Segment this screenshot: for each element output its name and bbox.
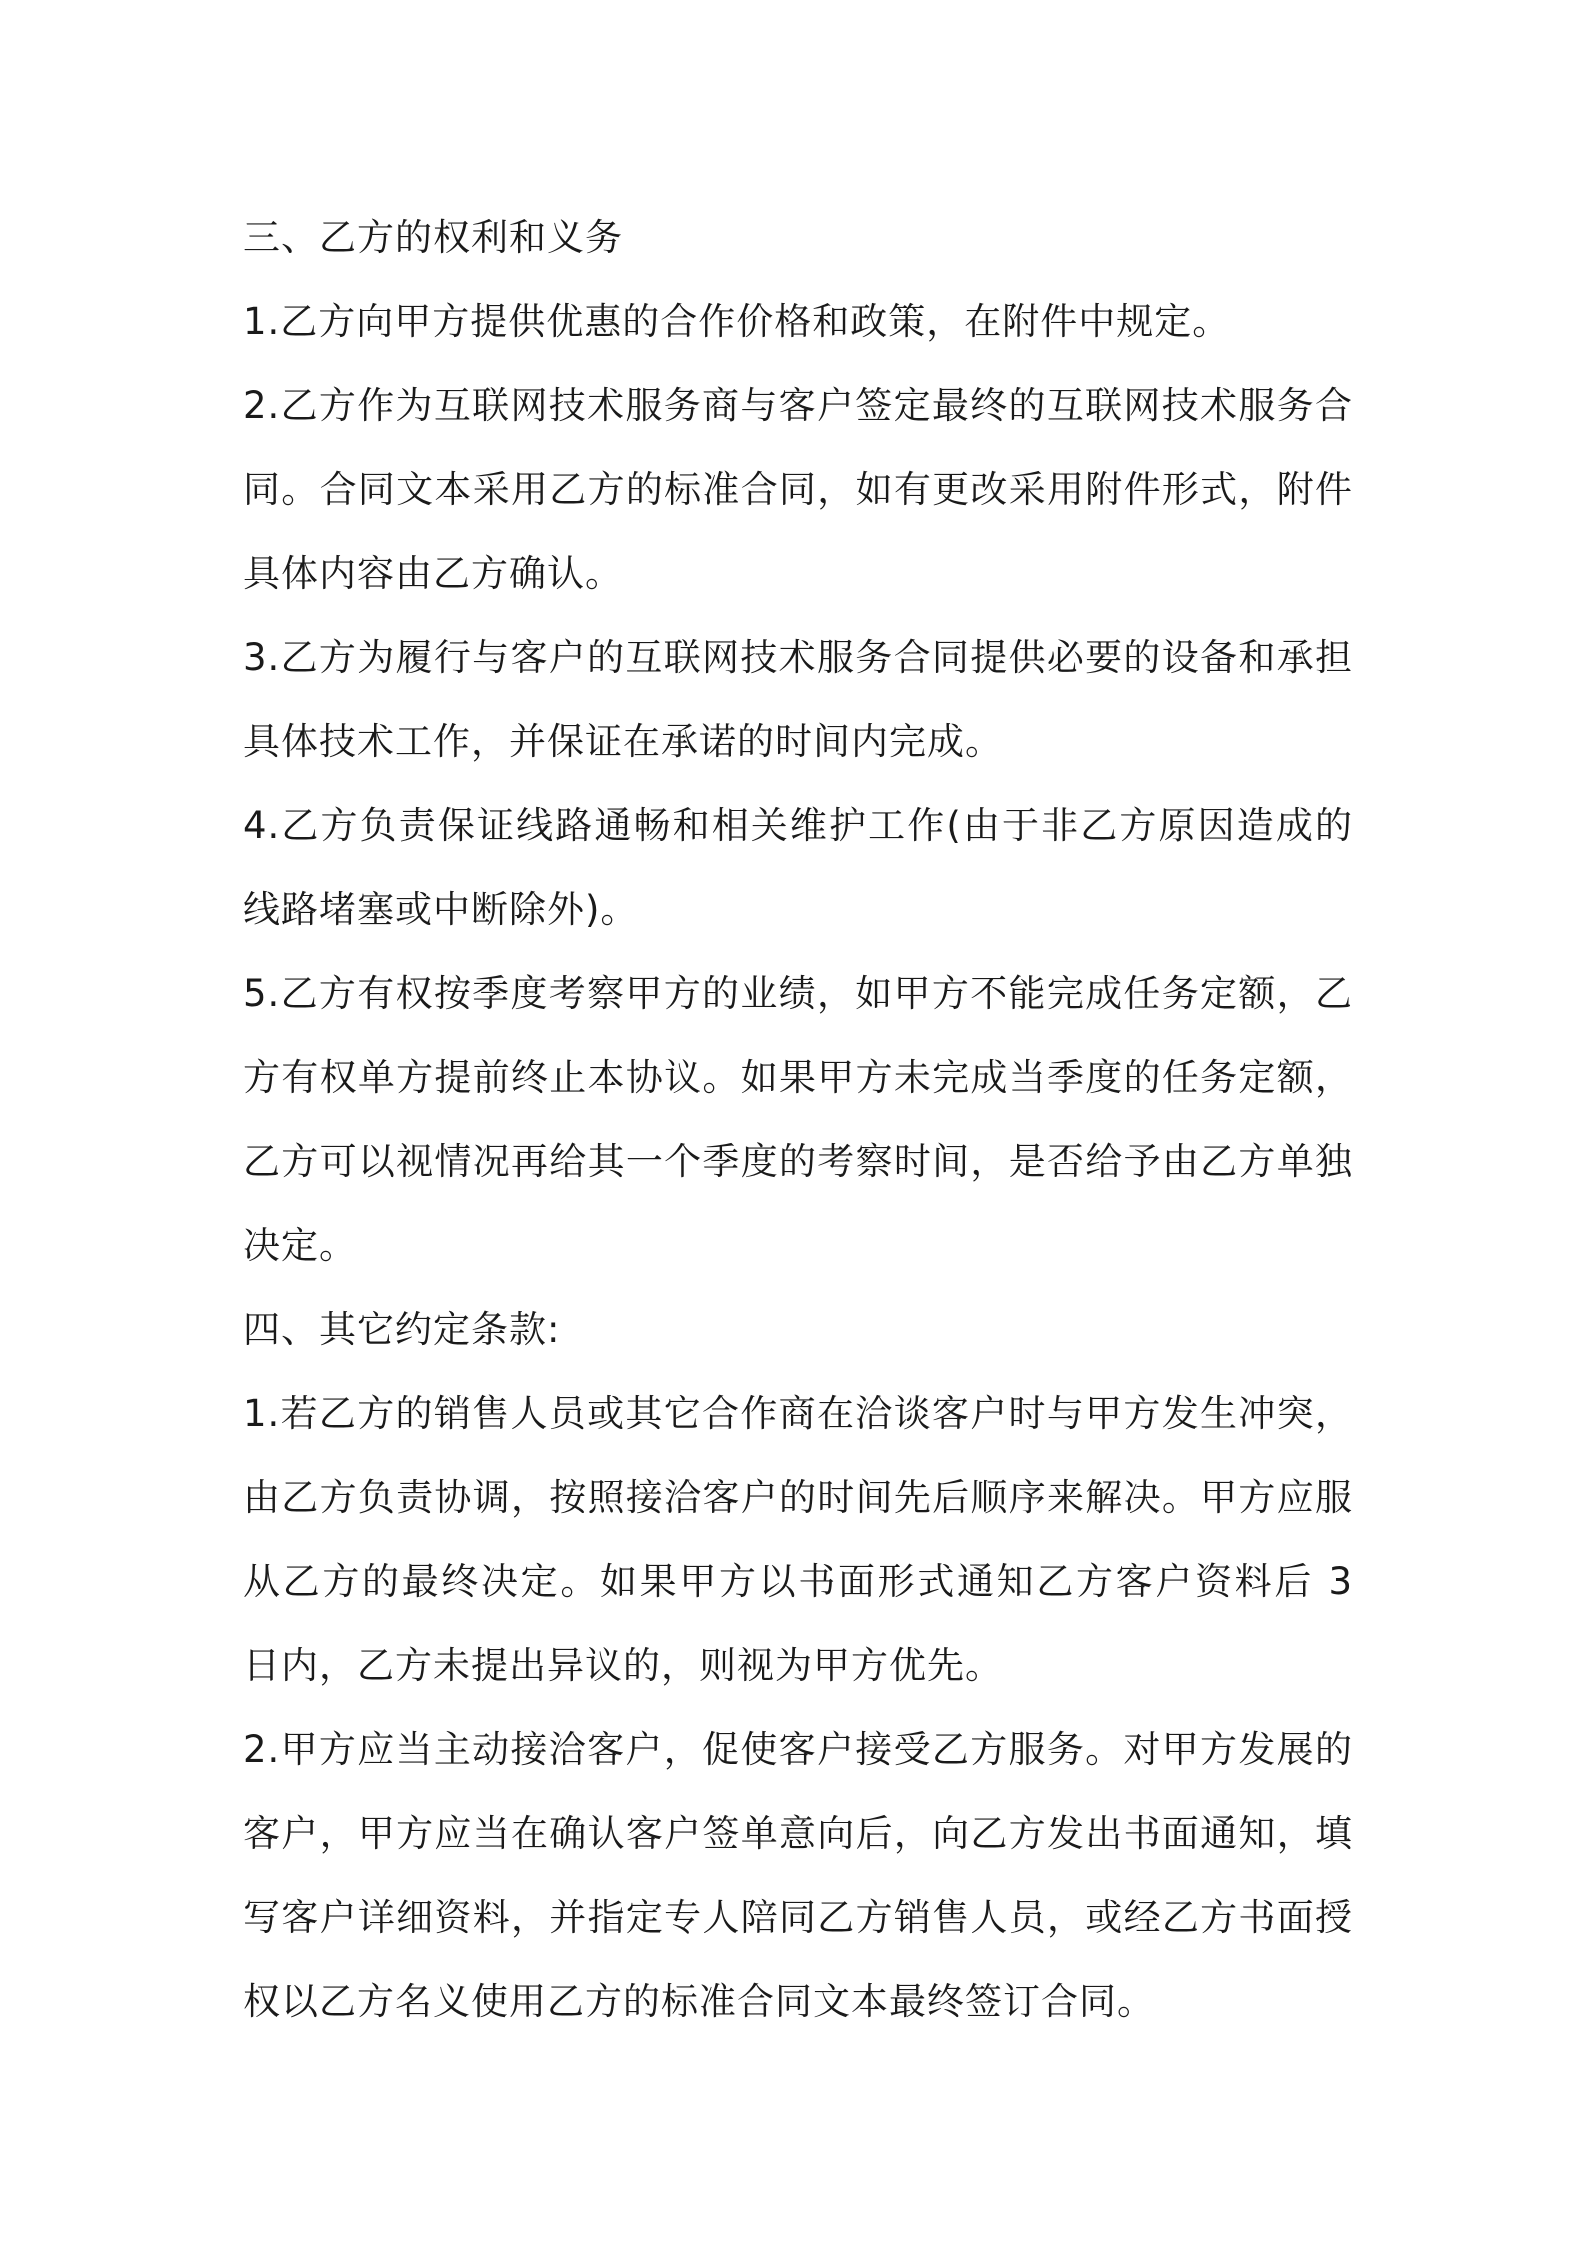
clause-paragraph: 1.若乙方的销售人员或其它合作商在洽谈客户时与甲方发生冲突，由乙方负责协调，按照接洽客户的时间先后顺序来解决。甲方应服从乙方的最终决定。如果甲方以书面形式通知乙方客户资料后 3 日内，乙方未提出异议的，则视为甲方优先。: [243, 1392, 1353, 1687]
document-body: [243, 196, 1353, 2044]
clause-paragraph: 4.乙方负责保证线路通畅和相关维护工作(由于非乙方原因造成的线路堵塞或中断除外)。: [243, 804, 1353, 931]
clause-paragraph: 3.乙方为履行与客户的互联网技术服务合同提供必要的设备和承担具体技术工作，并保证在承诺的时间内完成。: [243, 636, 1353, 763]
section-heading: 三、乙方的权利和义务: [243, 216, 623, 259]
clause-paragraph: 2.乙方作为互联网技术服务商与客户签定最终的互联网技术服务合同。合同文本采用乙方的标准合同，如有更改采用附件形式，附件具体内容由乙方确认。: [243, 384, 1353, 595]
section-heading: 四、其它约定条款:: [243, 1308, 561, 1351]
clause-paragraph: 1.乙方向甲方提供优惠的合作价格和政策，在附件中规定。: [243, 300, 1231, 343]
clause-paragraph: 2.甲方应当主动接洽客户，促使客户接受乙方服务。对甲方发展的客户，甲方应当在确认客户签单意向后，向乙方发出书面通知，填写客户详细资料，并指定专人陪同乙方销售人员，或经乙方书面授权以乙方名义使用乙方的标准合同文本最终签订合同。: [243, 1728, 1353, 2023]
clause-paragraph: 5.乙方有权按季度考察甲方的业绩，如甲方不能完成任务定额，乙方有权单方提前终止本协议。如果甲方未完成当季度的任务定额，乙方可以视情况再给其一个季度的考察时间，是否给予由乙方单独决定。: [243, 972, 1353, 1267]
